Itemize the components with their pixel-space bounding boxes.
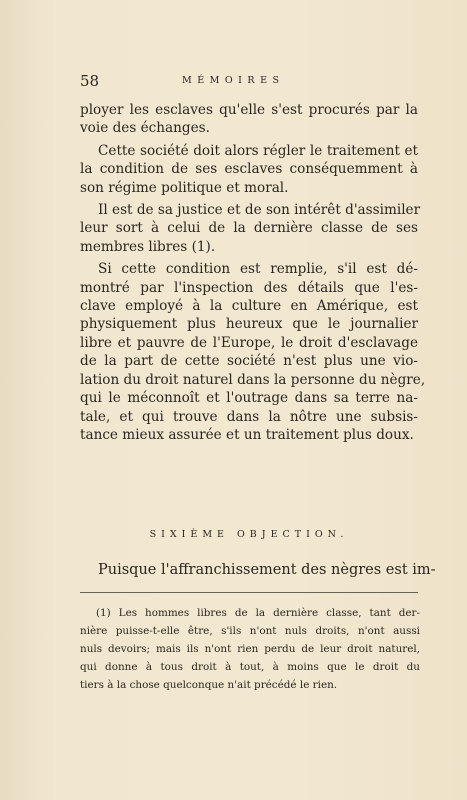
main-text [80, 101, 426, 448]
paragraph [80, 201, 421, 256]
text-line: clave employé à la culture en Amérique, est [80, 298, 418, 315]
footnote [80, 604, 420, 694]
text-line: de la part de cette société n'est plus une vio- [80, 353, 418, 370]
paragraph [80, 101, 418, 138]
footnote-line: nière puisse-t-elle être, s'ils n'ont nuls droits, n'ont aussi [80, 625, 420, 637]
text-line: leur sort à celui de la dernière classe de ses [80, 220, 418, 237]
running-head: MÉMOIRES [182, 75, 285, 86]
footnote-line: (1) Les hommes libres de la dernière classe, tant der- [96, 607, 420, 619]
footnote-line: tiers à la chose quelconque n'ait précédé le rien. [80, 679, 338, 691]
text-line: tance mieux assurée et un traitement plus doux. [80, 426, 414, 443]
footnote-line: qui donne à tous droit à tout, à moins que le droit du [80, 661, 420, 673]
footnote-divider [80, 592, 418, 593]
text-line: Si cette condition est remplie, s'il est dé- [98, 261, 418, 278]
text-line: voie des échanges. [80, 120, 210, 137]
page-header [80, 72, 420, 92]
footnote-line: nuls devoirs; mais ils n'ont rien perdu de leur droit naturel, [80, 643, 420, 655]
text-line: Cette société doit alors régler le traitement et [98, 142, 418, 159]
text-line: Il est de sa justice et de son intérêt d'assimiler [98, 202, 421, 219]
section-first-line: Puisque l'affranchissement des nègres est im- [98, 562, 436, 578]
text-line: ployer les esclaves qu'elle s'est procurés par la [80, 102, 418, 118]
text-line: lation du droit naturel dans la personne du nègre, [80, 371, 426, 388]
text-line: tale, et qui trouve dans la nôtre une subsis- [80, 408, 418, 425]
text-line: son régime politique et moral. [80, 179, 289, 196]
text-line: montré par l'inspection des détails que l'es- [80, 279, 418, 296]
paragraph [80, 142, 418, 197]
text-line: qui le méconnoît et l'outrage dans sa terre na- [80, 390, 418, 407]
text-line: physiquement plus heureux que le journalier [80, 316, 418, 333]
text-line: la condition de ses esclaves conséquemment à [80, 161, 418, 178]
section-heading: SIXIÈME OBJECTION. [149, 529, 349, 540]
paragraph [80, 260, 426, 444]
text-line: membres libres (1). [80, 238, 216, 255]
text-line: libre et pauvre de l'Europe, le droit d'esclavage [80, 334, 418, 351]
page-number: 58 [80, 72, 100, 90]
